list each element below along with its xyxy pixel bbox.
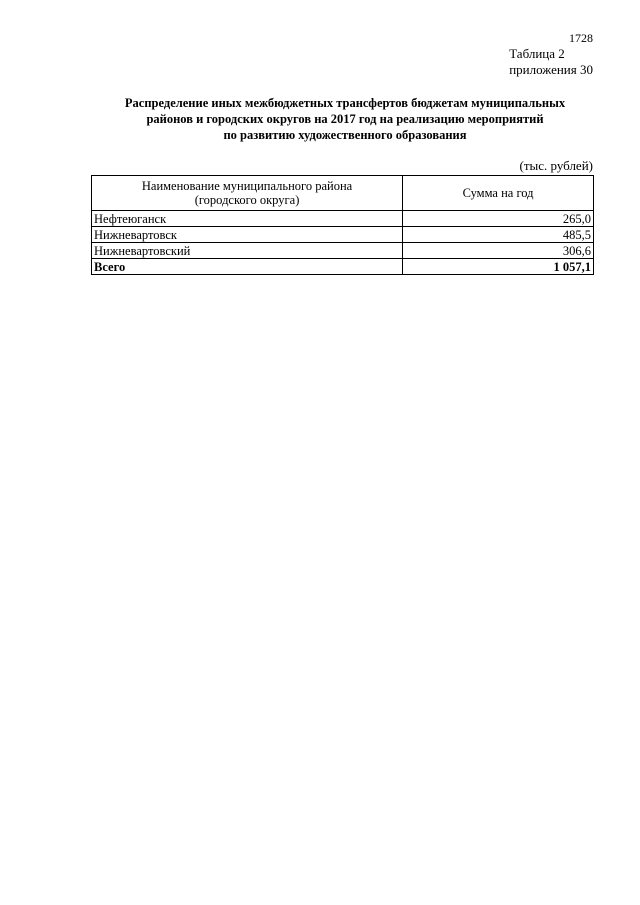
total-sum: 1 057,1: [403, 259, 594, 275]
document-title-line3: по развитию художественного образования: [223, 128, 467, 142]
row-sum: 265,0: [403, 211, 594, 227]
header-annual-sum: Сумма на год: [403, 176, 594, 211]
table-row: [92, 211, 594, 227]
document-title-line1: Распределение иных межбюджетных трансфертов бюджетам муниципальных: [124, 96, 566, 110]
total-row: [92, 259, 594, 275]
table-header-row: [92, 176, 594, 211]
header-municipality: [92, 176, 403, 211]
row-name: Нефтеюганск: [92, 211, 403, 227]
page-number: 1728: [569, 31, 593, 45]
row-sum: 306,6: [403, 243, 594, 259]
transfers-table: [91, 175, 594, 275]
row-name: Нижневартовский: [92, 243, 403, 259]
table-row: [92, 243, 594, 259]
header-municipality-line1: Наименование муниципального района: [141, 179, 353, 193]
row-name: Нижневартовск: [92, 227, 403, 243]
table-reference-line2: приложения 30: [509, 62, 593, 77]
total-label: Всего: [92, 259, 403, 275]
table-row: [92, 227, 594, 243]
table-reference-line1: Таблица 2: [509, 46, 565, 61]
table-reference: [509, 46, 593, 78]
document-title-line2: районов и городских округов на 2017 год на реализацию мероприятий: [146, 112, 544, 126]
header-municipality-line2: (городского округа): [194, 193, 300, 207]
row-sum: 485,5: [403, 227, 594, 243]
units-label: (тыс. рублей): [519, 158, 593, 173]
document-title: [84, 95, 606, 143]
